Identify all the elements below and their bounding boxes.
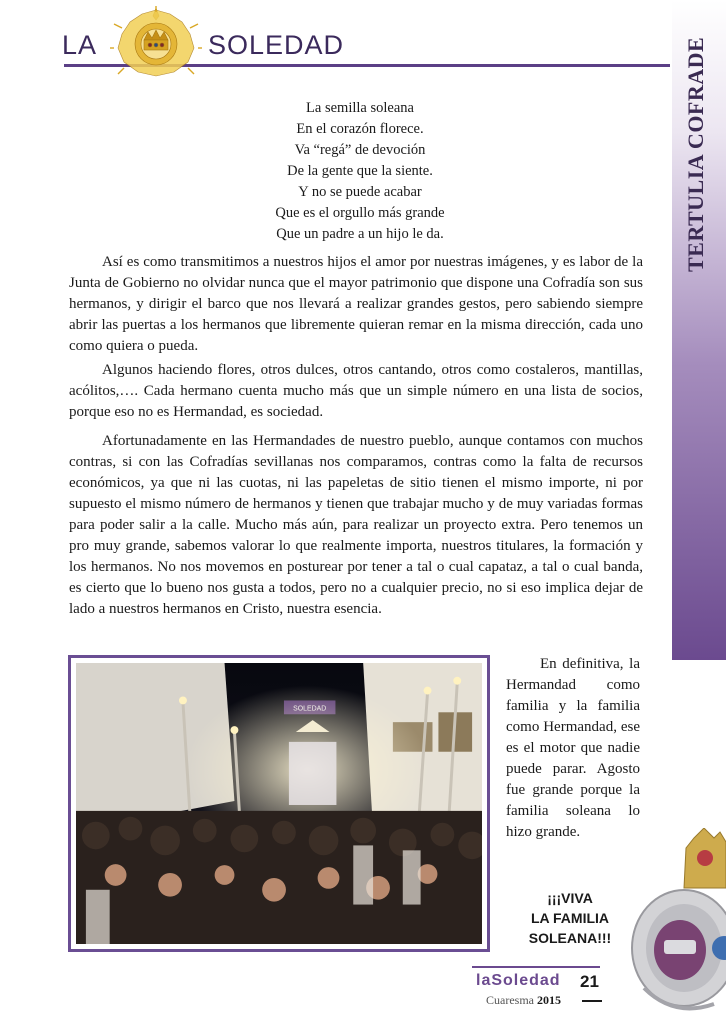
masthead-la: LA xyxy=(62,30,98,60)
poem xyxy=(150,98,570,245)
body-paragraph: Afortunadamente en las Hermandades de nuestro pueblo, aunque contamos con muchos contras, si con las Cofradías sevillanas nos comparamos, contras como la falta de recursos económicos, ya que ni las cuotas, ni las papeletas de sitio tienen el mismo importe, ni por supuesto el mismo número de hermanos y tienen que trabajar mucho y de muy variadas formas para poder salir a la calle. Mucho más aún, para realizar un proyecto extra. Pero tenemos un pro muy grande, sabemos valorar lo que realmente importa, nuestros titulares, la formación y los hermanos. No nos movemos en posturear por tener a tal o cual capataz, a tal o cual banda, es cierto que lo bueno nos gusta a todos, pero no a cualquier precio, no si eso implica dejar de lado a nuestros hermanos en Cristo, nuestra esencia. xyxy=(69,433,643,617)
closing-cheer xyxy=(508,888,632,948)
cheer-line: ¡¡¡VIVA xyxy=(547,890,593,906)
brotherhood-crest-icon xyxy=(624,828,726,1024)
closing-paragraph: En definitiva, la Hermandad como familia y la familia como Hermandad, ese es el motor que nadie puede parar. Agosto fue grande porque la familia soleana lo hizo grande. xyxy=(506,656,640,840)
procession-photo-frame xyxy=(68,655,490,952)
poem-line: Y no se puede acabar xyxy=(298,184,422,200)
section-title-text: TERTULIA COFRADE xyxy=(683,36,708,272)
cheer-line: LA FAMILIA xyxy=(530,910,610,926)
body-paragraph: Así es como transmitimos a nuestros hijos el amor por nuestras imágenes, y es labor de la Junta de Gobierno no olvidar nunca que el mayor patrimonio que dispone una Cofradía son sus hermanos, y dirigir el barco que nos llevará a realizar grandes gestos, pero sabiendo siempre abrir las puertas a los hermanos que libremente quieran remar en la misma dirección, cada uno como quiera o pueda. xyxy=(69,254,643,354)
golden-crown-halo-icon xyxy=(110,6,202,78)
footer-rule xyxy=(472,966,600,968)
poem-line: La semilla soleana xyxy=(306,100,414,116)
poem-line: Que es el orgullo más grande xyxy=(275,205,445,221)
body-paragraph: Algunos haciendo flores, otros dulces, otros cantando, otros como costaleros, mantillas, acólitos,…. Cada hermano cuenta mucho más que un simple número en una lista de socios, porque eso no es Hermandad, es sociedad. xyxy=(69,362,643,420)
page-number: 21 xyxy=(580,972,599,991)
poem-line: Va “regá” de devoción xyxy=(294,142,426,158)
footer-year: 2015 xyxy=(536,993,561,1007)
poem-line: De la gente que la siente. xyxy=(287,163,433,179)
section-title-vertical xyxy=(681,36,719,312)
masthead-soledad: SOLEDAD xyxy=(208,30,345,60)
footer-season: Cuaresma xyxy=(486,993,534,1007)
night-procession-photo xyxy=(76,663,482,944)
poem-line: Que un padre a un hijo le da. xyxy=(276,226,444,242)
page-number-underline xyxy=(582,1000,602,1002)
cheer-line: SOLEANA!!! xyxy=(528,930,612,946)
poem-line: En el corazón florece. xyxy=(296,121,424,137)
footer-magazine-name: laSoledad xyxy=(476,972,561,989)
footer-edition xyxy=(486,993,561,1008)
